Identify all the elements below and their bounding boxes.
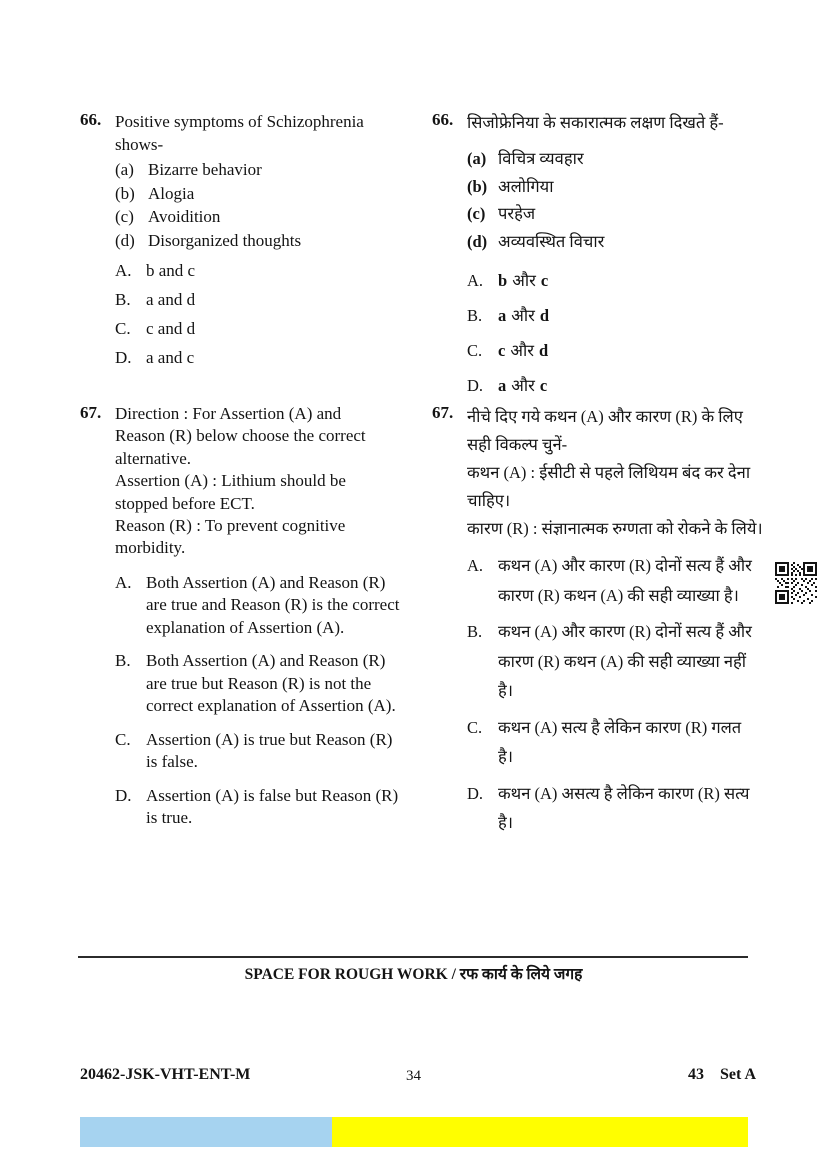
answer-option-row [115,347,425,369]
conjunction-text: और [511,306,535,325]
question-number: 66. [80,110,102,129]
answer-option-label: C. [115,729,131,749]
answer-option-row [115,260,425,282]
answer-option-row [467,617,767,706]
set-label: Set A [720,1066,756,1083]
sub-option-label: (c) [467,204,486,223]
option-letter: a [498,306,507,325]
answer-option-text: c and d [146,319,196,338]
sub-option-label: (d) [115,230,135,250]
answer-option-text: a and d [146,290,196,309]
question-block-66-en [80,110,425,376]
question-stem: सिजोफ्रेनिया के सकारात्मक लक्षण दिखते हैं- [467,113,724,132]
sub-option-row [115,229,425,253]
option-letter: c [540,271,549,290]
answer-option-label: D. [115,348,132,367]
answer-option-text: कथन (A) सत्य है लेकिन कारण (R) गलत है। [498,717,742,766]
answer-option-text: b and c [146,261,196,280]
answer-option-row [115,572,425,640]
sub-option-label: (b) [467,176,488,196]
sub-option-row [115,182,425,206]
question-block-66-hi [432,110,767,408]
sub-option-label: (a) [467,149,487,168]
answer-option-label: C. [115,319,131,338]
sub-option-text: Bizarre behavior [148,160,262,179]
sub-option-row [467,228,767,256]
sub-option-label: (a) [115,160,134,179]
sub-option-row [467,200,767,228]
answer-option-text: Assertion (A) is false but Reason (R) is true. [146,785,399,828]
answer-option-row [467,551,767,610]
answer-option-label: A. [115,572,132,592]
conjunction-text: और [512,271,536,290]
sub-option-text: Disorganized thoughts [148,230,302,250]
answer-option-text: a and c [146,348,195,367]
answer-option-label: A. [467,556,484,575]
reason-text: Reason (R) : To prevent cognitive morbidity. [115,516,346,558]
answer-option-text [498,303,549,328]
question-block-67-en [80,403,425,841]
answer-option-row [467,713,767,772]
question-count: 43 [688,1066,704,1083]
answer-option-text: Assertion (A) is true but Reason (R) is false. [146,729,393,772]
sub-option-text: Alogia [148,183,195,203]
sub-option-text: अव्यवस्थित विचार [498,231,605,251]
option-letter: c [498,341,506,360]
sub-option-label: (b) [115,183,135,203]
sub-option-label: (c) [115,207,134,226]
answer-option-row [115,729,425,774]
answer-option-label: B. [467,306,483,325]
option-letter: a [498,376,507,395]
answer-option-label: A. [467,271,484,290]
booklet-code: 20462-JSK-VHT-ENT-M [80,1066,251,1083]
sub-option-row [115,205,425,229]
sub-option-list [115,158,425,252]
answer-option-text: कथन (A) और कारण (R) दोनों सत्य हैं और कारण (R) कथन (A) की सही व्याख्या नहीं है। [498,622,752,700]
answer-option-text: कथन (A) असत्य है लेकिन कारण (R) सत्य है। [498,783,750,832]
assertion-text: कथन (A) : ईसीटी से पहले लिथियम बंद कर देना चाहिए। [467,463,751,510]
answer-option-text [498,338,548,363]
question-number: 67. [80,403,102,422]
answer-option-text [498,373,547,398]
question-number: 66. [432,110,454,129]
answer-option-row [467,268,767,293]
page-number: 34 [406,1068,421,1084]
answer-option-row [467,338,767,363]
answer-option-row [115,318,425,340]
option-letter: b [498,271,508,290]
answer-option-list [115,572,425,830]
question-stem [467,403,767,543]
answer-option-row [467,303,767,328]
footer-bar-yellow [332,1117,748,1147]
option-letter: c [539,376,548,395]
question-stem: Positive symptoms of Schizophrenia shows- [115,112,364,154]
sub-option-text: परहेज [498,204,536,223]
answer-option-label: D. [115,785,132,805]
direction-text: नीचे दिए गये कथन (A) और कारण (R) के लिए सही विकल्प चुनें- [467,407,743,454]
option-letter: d [539,306,550,325]
sub-option-text: विचित्र व्यवहार [498,149,584,168]
answer-option-list [467,551,767,838]
qr-code [775,562,817,604]
conjunction-text: और [511,376,535,395]
sub-option-label: (d) [467,231,488,251]
answer-option-label: B. [115,651,131,671]
answer-option-row [467,779,767,838]
assertion-text: Assertion (A) : Lithium should be stopped before ECT. [115,471,346,513]
reason-text: कारण (R) : संज्ञानात्मक रुग्णता को रोकने के लिये। [467,519,763,538]
direction-text: Direction : For Assertion (A) and Reason (R) below choose the correct alternative. [115,404,366,468]
sub-option-row [115,158,425,182]
question-number: 67. [432,403,454,422]
sub-option-text: अलोगिया [498,176,554,196]
answer-option-text [498,268,548,293]
answer-option-row [115,785,425,830]
answer-option-label: C. [467,717,483,737]
answer-option-text: कथन (A) और कारण (R) दोनों सत्य हैं और कारण (R) कथन (A) की सही व्याख्या है। [498,556,752,605]
answer-option-row [467,373,767,398]
set-info [688,1066,756,1084]
answer-option-list [115,260,425,369]
answer-option-label: A. [115,261,132,280]
sub-option-row [467,145,767,173]
answer-option-text: Both Assertion (A) and Reason (R) are true but Reason (R) is not the correct explanation of Assertion (A). [146,651,396,716]
question-block-67-hi [432,403,767,845]
conjunction-text: और [510,341,534,360]
answer-option-row [115,289,425,311]
rough-work-heading: SPACE FOR ROUGH WORK / रफ कार्य के लिये जगह [244,966,583,983]
footer-bar-blue [80,1117,332,1147]
answer-option-label: B. [115,290,131,309]
rough-work-divider [78,956,748,958]
answer-option-label: B. [467,622,483,641]
answer-option-label: D. [467,376,484,395]
answer-option-row [115,650,425,718]
answer-option-label: C. [467,341,483,360]
sub-option-text: Avoidition [148,207,221,226]
answer-option-list [467,268,767,398]
option-letter: d [538,341,549,360]
answer-option-text: Both Assertion (A) and Reason (R) are true and Reason (R) is the correct explanation of Assertion (A). [146,572,400,637]
sub-option-list [467,145,767,255]
answer-option-label: D. [467,783,484,803]
sub-option-row [467,173,767,201]
question-stem [115,403,425,560]
